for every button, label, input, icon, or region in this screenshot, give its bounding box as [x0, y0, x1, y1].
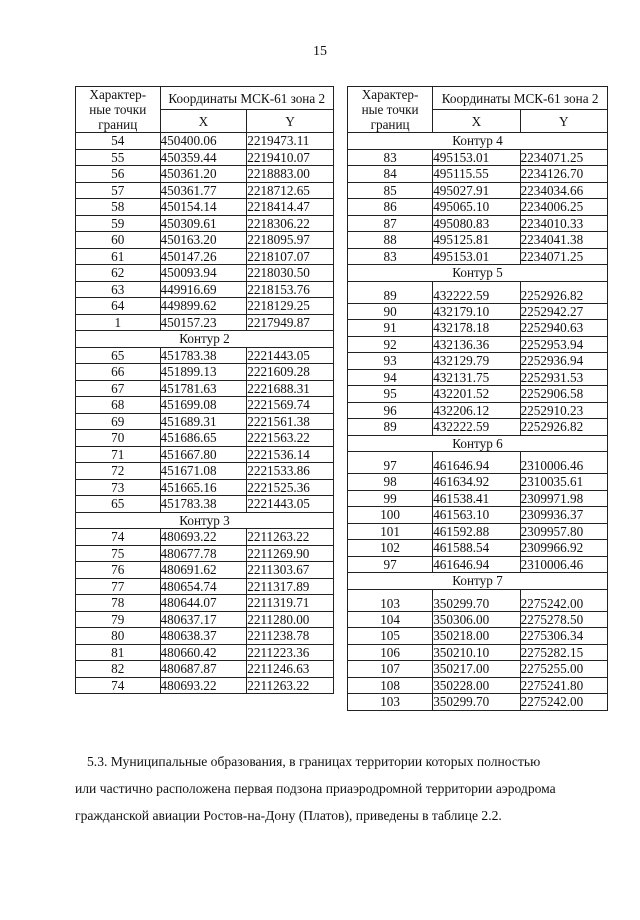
point-number-cell: 57 — [76, 182, 161, 199]
contour-label: Контур 2 — [76, 331, 334, 348]
y-coordinate-cell: 2252931.53 — [520, 369, 607, 386]
point-number-cell: 92 — [348, 336, 433, 353]
y-coordinate-cell: 2252936.94 — [520, 353, 607, 370]
table-row — [76, 496, 334, 513]
x-coordinate-cell: 450093.94 — [160, 265, 247, 282]
table-row — [348, 523, 608, 540]
y-coordinate-cell: 2221609.28 — [247, 364, 334, 381]
point-number-cell: 59 — [76, 215, 161, 232]
x-coordinate-cell: 480693.22 — [160, 677, 247, 694]
table-row — [76, 199, 334, 216]
x-coordinate-cell: 450147.26 — [160, 248, 247, 265]
y-coordinate-cell: 2309966.92 — [520, 540, 607, 557]
x-coordinate-cell: 451781.63 — [160, 380, 247, 397]
x-coordinate-cell: 461592.88 — [433, 523, 520, 540]
y-coordinate-cell: 2218414.47 — [247, 199, 334, 216]
x-coordinate-cell: 495115.55 — [433, 166, 520, 183]
x-coordinate-cell: 461634.92 — [433, 474, 520, 491]
table-row — [348, 507, 608, 524]
x-coordinate-cell: 480644.07 — [160, 595, 247, 612]
y-coordinate-cell: 2211269.90 — [247, 545, 334, 562]
point-number-cell: 98 — [348, 474, 433, 491]
y-coordinate-cell: 2234034.66 — [520, 182, 607, 199]
contour-label: Контур 6 — [348, 435, 608, 452]
point-number-cell: 90 — [348, 303, 433, 320]
point-number-cell: 56 — [76, 166, 161, 183]
contour-row — [348, 435, 608, 452]
y-coordinate-cell: 2218095.97 — [247, 232, 334, 249]
table-row — [348, 644, 608, 661]
y-coordinate-cell: 2221443.05 — [247, 347, 334, 364]
point-number-cell: 66 — [76, 364, 161, 381]
header-points-line2: ные точки — [361, 102, 419, 117]
y-coordinate-cell: 2218883.00 — [247, 166, 334, 183]
y-coordinate-cell: 2218030.50 — [247, 265, 334, 282]
x-coordinate-cell: 350299.70 — [433, 694, 520, 711]
x-coordinate-cell: 450163.20 — [160, 232, 247, 249]
point-number-cell: 70 — [76, 430, 161, 447]
point-number-cell: 65 — [76, 496, 161, 513]
header-points-line1: Характер- — [361, 87, 419, 102]
point-number-cell: 68 — [76, 397, 161, 414]
y-coordinate-cell: 2211319.71 — [247, 595, 334, 612]
table-row — [348, 320, 608, 337]
header-coordinates: Координаты МСК-61 зона 2 — [433, 87, 608, 110]
point-number-cell: 58 — [76, 199, 161, 216]
x-coordinate-cell: 480637.17 — [160, 611, 247, 628]
point-number-cell: 85 — [348, 182, 433, 199]
table-row — [76, 265, 334, 282]
coordinates-table-right — [347, 86, 608, 711]
header-y: Y — [247, 110, 334, 133]
table-row — [348, 303, 608, 320]
point-number-cell: 99 — [348, 490, 433, 507]
table-row — [76, 578, 334, 595]
table-row — [348, 661, 608, 678]
y-coordinate-cell: 2218306.22 — [247, 215, 334, 232]
point-number-cell: 107 — [348, 661, 433, 678]
table-row — [76, 413, 334, 430]
table-row — [348, 182, 608, 199]
table-row — [76, 248, 334, 265]
y-coordinate-cell: 2234010.33 — [520, 215, 607, 232]
table-row — [348, 215, 608, 232]
table-row — [76, 298, 334, 315]
x-coordinate-cell: 451899.13 — [160, 364, 247, 381]
y-coordinate-cell: 2275306.34 — [520, 628, 607, 645]
table-row — [76, 133, 334, 150]
point-number-cell: 76 — [76, 562, 161, 579]
table-row — [348, 402, 608, 419]
x-coordinate-cell: 480691.62 — [160, 562, 247, 579]
x-coordinate-cell: 451665.16 — [160, 479, 247, 496]
x-coordinate-cell: 432222.59 — [433, 281, 520, 303]
point-number-cell: 78 — [76, 595, 161, 612]
x-coordinate-cell: 450157.23 — [160, 314, 247, 331]
y-coordinate-cell: 2221533.86 — [247, 463, 334, 480]
x-coordinate-cell: 432178.18 — [433, 320, 520, 337]
y-coordinate-cell: 2211238.78 — [247, 628, 334, 645]
paragraph-line: 5.3. Муниципальные образования, в границах территории которых полностью — [87, 754, 541, 769]
x-coordinate-cell: 432136.36 — [433, 336, 520, 353]
x-coordinate-cell: 350217.00 — [433, 661, 520, 678]
table-row — [76, 215, 334, 232]
point-number-cell: 100 — [348, 507, 433, 524]
y-coordinate-cell: 2234006.25 — [520, 199, 607, 216]
table-row — [348, 386, 608, 403]
contour-row — [76, 512, 334, 529]
x-coordinate-cell: 450309.61 — [160, 215, 247, 232]
table-row — [348, 611, 608, 628]
x-coordinate-cell: 451783.38 — [160, 347, 247, 364]
contour-row — [76, 331, 334, 348]
coordinates-table-left — [75, 86, 334, 694]
x-coordinate-cell: 432222.59 — [433, 419, 520, 436]
point-number-cell: 86 — [348, 199, 433, 216]
y-coordinate-cell: 2275282.15 — [520, 644, 607, 661]
point-number-cell: 91 — [348, 320, 433, 337]
x-coordinate-cell: 451667.80 — [160, 446, 247, 463]
header-x: X — [433, 110, 520, 133]
y-coordinate-cell: 2252910.23 — [520, 402, 607, 419]
table-row — [76, 397, 334, 414]
table-row — [348, 556, 608, 573]
y-coordinate-cell: 2221688.31 — [247, 380, 334, 397]
point-number-cell: 61 — [76, 248, 161, 265]
header-points-line1: Характер- — [89, 87, 147, 102]
table-row — [76, 545, 334, 562]
y-coordinate-cell: 2309957.80 — [520, 523, 607, 540]
point-number-cell: 72 — [76, 463, 161, 480]
y-coordinate-cell: 2252953.94 — [520, 336, 607, 353]
point-number-cell: 104 — [348, 611, 433, 628]
y-coordinate-cell: 2310006.46 — [520, 452, 607, 474]
header-points-line2: ные точки — [89, 102, 147, 117]
y-coordinate-cell: 2211280.00 — [247, 611, 334, 628]
table-row — [76, 595, 334, 612]
x-coordinate-cell: 495027.91 — [433, 182, 520, 199]
x-coordinate-cell: 480693.22 — [160, 529, 247, 546]
table-row — [76, 182, 334, 199]
point-number-cell: 106 — [348, 644, 433, 661]
x-coordinate-cell: 350299.70 — [433, 589, 520, 611]
point-number-cell: 101 — [348, 523, 433, 540]
x-coordinate-cell: 461646.94 — [433, 452, 520, 474]
table-body-right — [348, 133, 608, 711]
table-row — [348, 628, 608, 645]
x-coordinate-cell: 450154.14 — [160, 199, 247, 216]
point-number-cell: 62 — [76, 265, 161, 282]
y-coordinate-cell: 2211317.89 — [247, 578, 334, 595]
table-body-left — [76, 133, 334, 694]
x-coordinate-cell: 480687.87 — [160, 661, 247, 678]
table-row — [76, 446, 334, 463]
header-x: X — [160, 110, 247, 133]
y-coordinate-cell: 2218153.76 — [247, 281, 334, 298]
point-number-cell: 55 — [76, 149, 161, 166]
x-coordinate-cell: 461588.54 — [433, 540, 520, 557]
table-row — [76, 529, 334, 546]
table-row — [348, 281, 608, 303]
point-number-cell: 103 — [348, 694, 433, 711]
x-coordinate-cell: 461646.94 — [433, 556, 520, 573]
y-coordinate-cell: 2310006.46 — [520, 556, 607, 573]
y-coordinate-cell: 2219473.11 — [247, 133, 334, 150]
point-number-cell: 97 — [348, 556, 433, 573]
x-coordinate-cell: 350218.00 — [433, 628, 520, 645]
page-number: 15 — [313, 44, 327, 59]
table-row — [76, 611, 334, 628]
x-coordinate-cell: 350306.00 — [433, 611, 520, 628]
paragraph-line: гражданской авиации Ростов-на-Дону (Платов), приведены в таблице 2.2. — [75, 808, 502, 823]
header-coordinates: Координаты МСК-61 зона 2 — [160, 87, 333, 110]
point-number-cell: 94 — [348, 369, 433, 386]
table-row — [76, 479, 334, 496]
table-row — [76, 380, 334, 397]
point-number-cell: 75 — [76, 545, 161, 562]
point-number-cell: 97 — [348, 452, 433, 474]
point-number-cell: 80 — [76, 628, 161, 645]
point-number-cell: 71 — [76, 446, 161, 463]
point-number-cell: 89 — [348, 281, 433, 303]
contour-row — [348, 573, 608, 590]
table-row — [76, 166, 334, 183]
point-number-cell: 64 — [76, 298, 161, 315]
x-coordinate-cell: 432131.75 — [433, 369, 520, 386]
point-number-cell: 89 — [348, 419, 433, 436]
table-row — [76, 347, 334, 364]
x-coordinate-cell: 480660.42 — [160, 644, 247, 661]
y-coordinate-cell: 2211303.67 — [247, 562, 334, 579]
y-coordinate-cell: 2221569.74 — [247, 397, 334, 414]
y-coordinate-cell: 2252926.82 — [520, 419, 607, 436]
table-row — [76, 149, 334, 166]
table-row — [76, 430, 334, 447]
x-coordinate-cell: 451689.31 — [160, 413, 247, 430]
table-row — [76, 314, 334, 331]
point-number-cell: 77 — [76, 578, 161, 595]
y-coordinate-cell: 2218107.07 — [247, 248, 334, 265]
y-coordinate-cell: 2218712.65 — [247, 182, 334, 199]
y-coordinate-cell: 2221561.38 — [247, 413, 334, 430]
point-number-cell: 96 — [348, 402, 433, 419]
table-row — [348, 540, 608, 557]
table-row — [348, 419, 608, 436]
y-coordinate-cell: 2217949.87 — [247, 314, 334, 331]
contour-label: Контур 4 — [348, 133, 608, 150]
point-number-cell: 54 — [76, 133, 161, 150]
table-row — [348, 452, 608, 474]
x-coordinate-cell: 495153.01 — [433, 149, 520, 166]
x-coordinate-cell: 495065.10 — [433, 199, 520, 216]
x-coordinate-cell: 350228.00 — [433, 677, 520, 694]
y-coordinate-cell: 2234071.25 — [520, 149, 607, 166]
x-coordinate-cell: 480654.74 — [160, 578, 247, 595]
point-number-cell: 74 — [76, 529, 161, 546]
header-points-line3: границ — [98, 117, 138, 132]
contour-label: Контур 5 — [348, 265, 608, 282]
y-coordinate-cell: 2252940.63 — [520, 320, 607, 337]
y-coordinate-cell: 2275278.50 — [520, 611, 607, 628]
point-number-cell: 105 — [348, 628, 433, 645]
y-coordinate-cell: 2218129.25 — [247, 298, 334, 315]
point-number-cell: 108 — [348, 677, 433, 694]
x-coordinate-cell: 461538.41 — [433, 490, 520, 507]
x-coordinate-cell: 450361.77 — [160, 182, 247, 199]
x-coordinate-cell: 450400.06 — [160, 133, 247, 150]
table-row — [348, 149, 608, 166]
point-number-cell: 83 — [348, 149, 433, 166]
y-coordinate-cell: 2219410.07 — [247, 149, 334, 166]
point-number-cell: 81 — [76, 644, 161, 661]
table-row — [76, 463, 334, 480]
table-row — [76, 364, 334, 381]
x-coordinate-cell: 450361.20 — [160, 166, 247, 183]
y-coordinate-cell: 2252942.27 — [520, 303, 607, 320]
contour-row — [348, 133, 608, 150]
point-number-cell: 60 — [76, 232, 161, 249]
y-coordinate-cell: 2275241.80 — [520, 677, 607, 694]
header-y: Y — [520, 110, 607, 133]
paragraph-5-3 — [75, 748, 610, 829]
point-number-cell: 63 — [76, 281, 161, 298]
point-number-cell: 103 — [348, 589, 433, 611]
header-points — [348, 87, 433, 133]
y-coordinate-cell: 2252906.58 — [520, 386, 607, 403]
y-coordinate-cell: 2221443.05 — [247, 496, 334, 513]
table-row — [76, 562, 334, 579]
x-coordinate-cell: 495125.81 — [433, 232, 520, 249]
contour-label: Контур 7 — [348, 573, 608, 590]
y-coordinate-cell: 2211246.63 — [247, 661, 334, 678]
point-number-cell: 82 — [76, 661, 161, 678]
y-coordinate-cell: 2234071.25 — [520, 248, 607, 265]
x-coordinate-cell: 449916.69 — [160, 281, 247, 298]
table-row — [76, 281, 334, 298]
x-coordinate-cell: 432179.10 — [433, 303, 520, 320]
table-row — [76, 661, 334, 678]
x-coordinate-cell: 480677.78 — [160, 545, 247, 562]
y-coordinate-cell: 2211263.22 — [247, 677, 334, 694]
table-row — [348, 232, 608, 249]
table-row — [76, 232, 334, 249]
point-number-cell: 93 — [348, 353, 433, 370]
point-number-cell: 95 — [348, 386, 433, 403]
table-row — [348, 490, 608, 507]
point-number-cell: 83 — [348, 248, 433, 265]
x-coordinate-cell: 451686.65 — [160, 430, 247, 447]
table-row — [348, 677, 608, 694]
y-coordinate-cell: 2234041.38 — [520, 232, 607, 249]
x-coordinate-cell: 451783.38 — [160, 496, 247, 513]
point-number-cell: 73 — [76, 479, 161, 496]
point-number-cell: 67 — [76, 380, 161, 397]
table-row — [348, 589, 608, 611]
y-coordinate-cell: 2310035.61 — [520, 474, 607, 491]
table-row — [348, 694, 608, 711]
y-coordinate-cell: 2275255.00 — [520, 661, 607, 678]
x-coordinate-cell: 451671.08 — [160, 463, 247, 480]
point-number-cell: 79 — [76, 611, 161, 628]
table-row — [76, 628, 334, 645]
x-coordinate-cell: 432206.12 — [433, 402, 520, 419]
y-coordinate-cell: 2252926.82 — [520, 281, 607, 303]
point-number-cell: 84 — [348, 166, 433, 183]
y-coordinate-cell: 2211223.36 — [247, 644, 334, 661]
contour-row — [348, 265, 608, 282]
x-coordinate-cell: 451699.08 — [160, 397, 247, 414]
y-coordinate-cell: 2309971.98 — [520, 490, 607, 507]
table-row — [348, 248, 608, 265]
x-coordinate-cell: 350210.10 — [433, 644, 520, 661]
point-number-cell: 87 — [348, 215, 433, 232]
table-row — [348, 353, 608, 370]
y-coordinate-cell: 2221525.36 — [247, 479, 334, 496]
point-number-cell: 1 — [76, 314, 161, 331]
header-points-line3: границ — [370, 117, 410, 132]
contour-label: Контур 3 — [76, 512, 334, 529]
table-row — [348, 199, 608, 216]
x-coordinate-cell: 432129.79 — [433, 353, 520, 370]
y-coordinate-cell: 2275242.00 — [520, 589, 607, 611]
x-coordinate-cell: 495153.01 — [433, 248, 520, 265]
point-number-cell: 69 — [76, 413, 161, 430]
table-row — [348, 166, 608, 183]
y-coordinate-cell: 2221563.22 — [247, 430, 334, 447]
table-row — [76, 677, 334, 694]
x-coordinate-cell: 461563.10 — [433, 507, 520, 524]
table-row — [76, 644, 334, 661]
table-row — [348, 369, 608, 386]
header-points — [76, 87, 161, 133]
point-number-cell: 102 — [348, 540, 433, 557]
x-coordinate-cell: 495080.83 — [433, 215, 520, 232]
y-coordinate-cell: 2221536.14 — [247, 446, 334, 463]
x-coordinate-cell: 449899.62 — [160, 298, 247, 315]
point-number-cell: 88 — [348, 232, 433, 249]
y-coordinate-cell: 2234126.70 — [520, 166, 607, 183]
y-coordinate-cell: 2309936.37 — [520, 507, 607, 524]
point-number-cell: 74 — [76, 677, 161, 694]
y-coordinate-cell: 2211263.22 — [247, 529, 334, 546]
y-coordinate-cell: 2275242.00 — [520, 694, 607, 711]
table-row — [348, 336, 608, 353]
x-coordinate-cell: 432201.52 — [433, 386, 520, 403]
x-coordinate-cell: 480638.37 — [160, 628, 247, 645]
table-row — [348, 474, 608, 491]
paragraph-line: или частично расположена первая подзона приаэродромной территории аэродрома — [75, 781, 556, 796]
x-coordinate-cell: 450359.44 — [160, 149, 247, 166]
point-number-cell: 65 — [76, 347, 161, 364]
